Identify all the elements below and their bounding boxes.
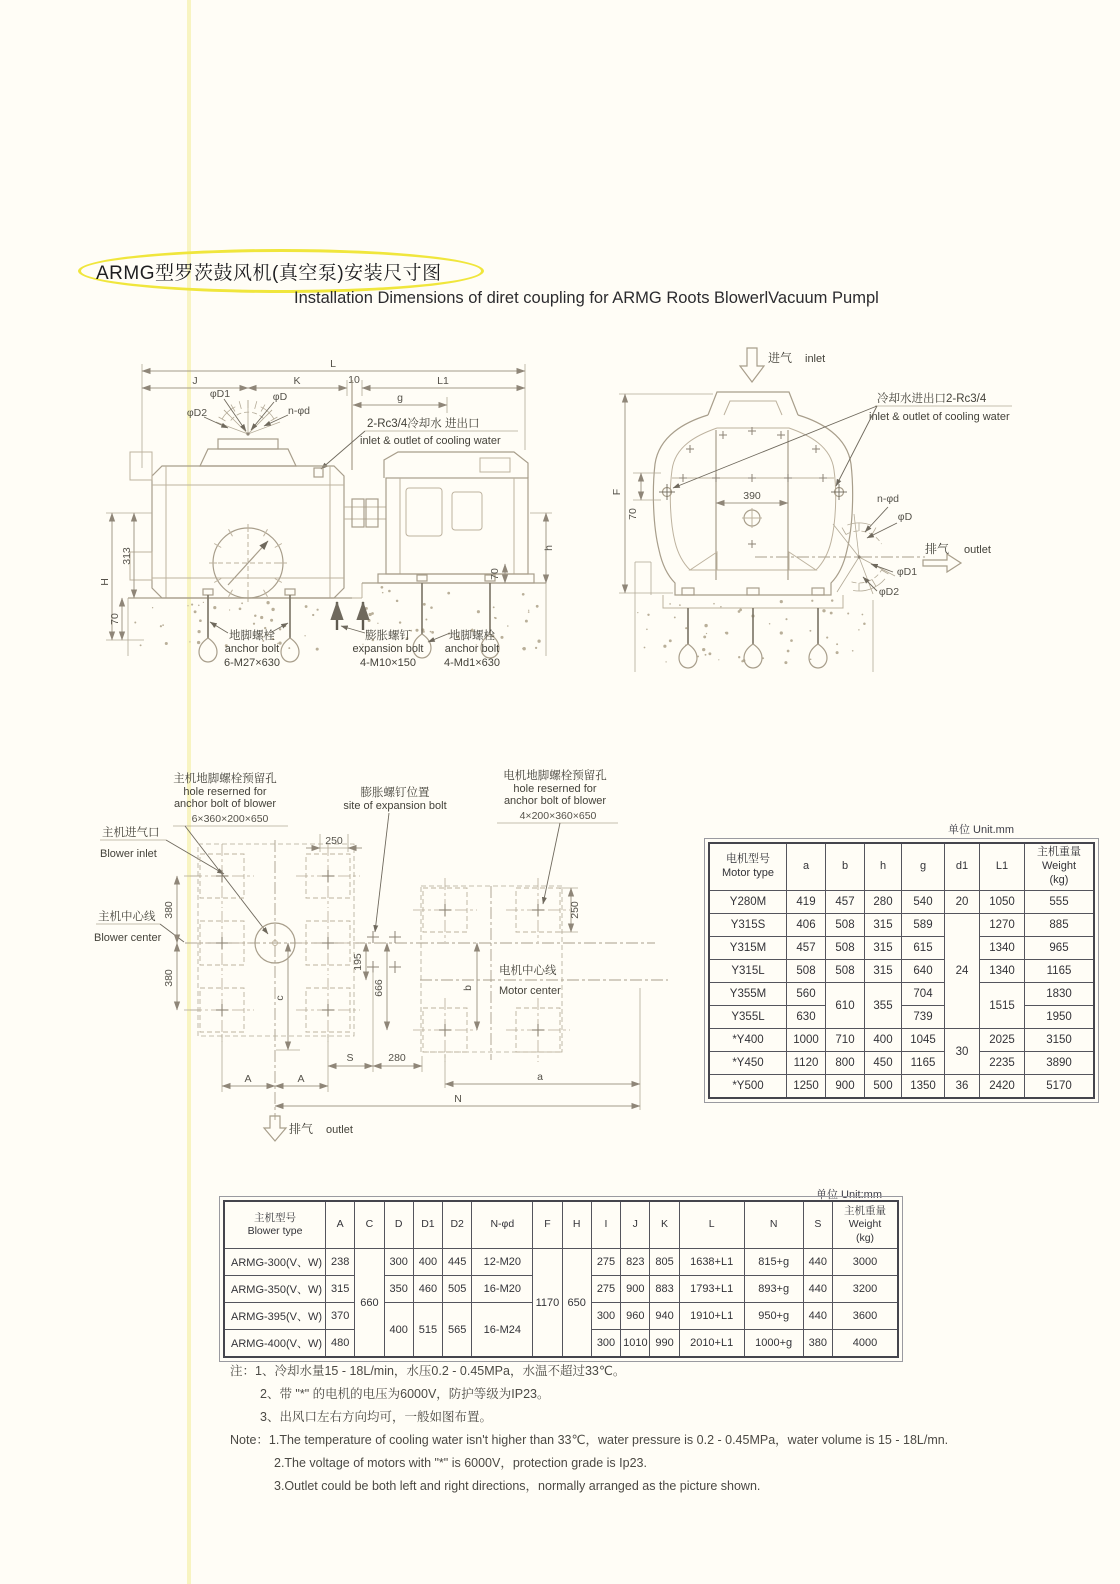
- table-cell: Y355M: [709, 983, 787, 1006]
- table-cell: 400: [384, 1303, 413, 1358]
- dim-A2: A: [297, 1073, 305, 1085]
- anchor-hole: [413, 998, 477, 1062]
- svg-text:电机中心线: 电机中心线: [499, 965, 557, 977]
- table-cell: 275: [591, 1249, 620, 1276]
- dim-195: 195: [352, 953, 364, 971]
- column-header: D1: [413, 1201, 442, 1249]
- table-cell: 1165: [1025, 960, 1095, 983]
- table-cell: 1350: [902, 1075, 945, 1099]
- table-cell: Y315M: [709, 937, 787, 960]
- dim-n-phid: n-φd: [288, 405, 310, 417]
- table-cell: 1638+L1: [679, 1249, 744, 1276]
- anchor-bolt-label-left: [210, 622, 288, 669]
- table-cell: 800: [826, 1052, 865, 1075]
- table-cell: 300: [591, 1303, 620, 1330]
- foundation-plan-drawing: [90, 748, 685, 1153]
- column-header: A: [326, 1201, 355, 1249]
- svg-text:4×200×360×650: 4×200×360×650: [519, 810, 597, 822]
- table-cell: 1170: [533, 1249, 562, 1358]
- table-row: [224, 1249, 898, 1276]
- page-title-en: Installation Dimensions of diret coupling for ARMG Roots BlowerlVacuum Pumpl: [294, 289, 879, 307]
- cooling-water-callout: [314, 416, 518, 477]
- svg-text:地脚螺栓: 地脚螺栓: [229, 630, 275, 642]
- table-cell: 965: [1025, 937, 1095, 960]
- expansion-site: [389, 961, 401, 973]
- table-cell: 960: [621, 1303, 650, 1330]
- table-cell: 1340: [980, 937, 1025, 960]
- note-zh-2: 2、带 "*" 的电机的电压为6000V，防护等级为IP23。: [260, 1387, 550, 1401]
- dim-n-phid: n-φd: [877, 493, 899, 505]
- note-en-2: 2.The voltage of motors with "*" is 6000V，protection grade is Ip23.: [274, 1456, 647, 1470]
- dim-phiD: φD: [897, 511, 913, 523]
- table-cell: 36: [945, 1075, 980, 1099]
- svg-text:site of expansion bolt: site of expansion bolt: [343, 800, 447, 812]
- table-cell: 2010+L1: [679, 1330, 744, 1358]
- svg-text:6-M27×630: 6-M27×630: [224, 657, 280, 669]
- blower-inlet-callout: [100, 825, 224, 874]
- table-cell: 1000+g: [744, 1330, 803, 1358]
- anchor-hole: [506, 998, 570, 1062]
- dim-phiD2: φD2: [878, 586, 900, 598]
- column-header: N: [744, 1201, 803, 1249]
- cooling-port-icon: [659, 484, 675, 500]
- dim-phiD1: φD1: [209, 388, 231, 400]
- table-cell: *Y400: [709, 1029, 787, 1052]
- table-row: [709, 983, 1094, 1006]
- svg-text:expansion bolt: expansion bolt: [352, 643, 424, 655]
- column-header: S: [803, 1201, 832, 1249]
- table-cell: 440: [803, 1303, 832, 1330]
- table-cell: Y280M: [709, 891, 787, 914]
- table-cell: 515: [413, 1303, 442, 1358]
- column-header: 电机型号 Motor type: [709, 843, 787, 891]
- dim-70-left: 70: [109, 613, 121, 625]
- blower-body: [130, 439, 344, 602]
- dim-280: 280: [388, 1052, 406, 1064]
- table-cell: ARMG-300(V、W): [224, 1249, 326, 1276]
- dim-h: h: [543, 545, 555, 551]
- table-cell: 3890: [1025, 1052, 1095, 1075]
- table-cell: 457: [826, 891, 865, 914]
- table-cell: 1270: [980, 914, 1025, 937]
- svg-text:主机地脚螺栓预留孔: 主机地脚螺栓预留孔: [173, 773, 277, 785]
- dim-313: 313: [121, 547, 133, 565]
- table-cell: Y315L: [709, 960, 787, 983]
- table-cell: 12-M20: [472, 1249, 533, 1276]
- inlet-label-en: inlet: [805, 353, 826, 365]
- table-cell: 1515: [980, 983, 1025, 1029]
- table-cell: 560: [787, 983, 826, 1006]
- table-cell: 1830: [1025, 983, 1095, 1006]
- svg-text:hole reserned for: hole reserned for: [513, 783, 597, 795]
- table-cell: Y315S: [709, 914, 787, 937]
- table-cell: 440: [803, 1249, 832, 1276]
- outlet-label-zh: 排气: [289, 1122, 314, 1136]
- column-header: C: [355, 1201, 384, 1249]
- table-cell: 883: [650, 1276, 679, 1303]
- table-cell: 893+g: [744, 1276, 803, 1303]
- table-cell: 500: [865, 1075, 902, 1099]
- svg-text:6×360×200×650: 6×360×200×650: [191, 813, 269, 825]
- table-cell: ARMG-395(V、W): [224, 1303, 326, 1330]
- column-header: L1: [980, 843, 1025, 891]
- dim-250-right: 250: [569, 901, 581, 919]
- svg-text:主机中心线: 主机中心线: [98, 911, 156, 923]
- table-cell: 640: [902, 960, 945, 983]
- table-cell: 280: [865, 891, 902, 914]
- table-cell: 650: [562, 1249, 591, 1358]
- svg-text:anchor bolt of blower: anchor bolt of blower: [503, 795, 607, 807]
- table-cell: 805: [650, 1249, 679, 1276]
- table-cell: 1050: [980, 891, 1025, 914]
- notes-block: [230, 1360, 970, 1498]
- dim-H: H: [99, 578, 111, 586]
- dim-N: N: [454, 1093, 462, 1105]
- column-header: g: [902, 843, 945, 891]
- svg-text:膨胀螺钉: 膨胀螺钉: [365, 630, 411, 642]
- anchor-bolt-label-right: [428, 628, 500, 669]
- note-en-3: 3.Outlet could be both left and right directions，normally arranged as the picture shown.: [274, 1479, 761, 1493]
- svg-text:4-M10×150: 4-M10×150: [360, 657, 416, 669]
- anchor-bolt: [744, 608, 762, 668]
- dim-10: 10: [348, 374, 360, 386]
- dim-250-top: 250: [325, 835, 343, 847]
- dim-L: L: [330, 358, 336, 370]
- table-cell: 445: [443, 1249, 472, 1276]
- table-cell: 457: [787, 937, 826, 960]
- end-view-drawing: [605, 342, 1020, 687]
- motor-table-unit-label: 单位 Unit.mm: [948, 824, 1014, 836]
- dim-A1: A: [244, 1073, 252, 1085]
- table-cell: 1045: [902, 1029, 945, 1052]
- anchor-hole: [296, 911, 360, 975]
- table-row: [709, 1075, 1094, 1099]
- svg-text:hole reserned for: hole reserned for: [183, 786, 267, 798]
- outlet-label-en: outlet: [326, 1124, 353, 1136]
- dim-g: g: [397, 392, 403, 404]
- table-cell: 1340: [980, 960, 1025, 983]
- dim-70: 70: [627, 508, 639, 520]
- table-cell: 950+g: [744, 1303, 803, 1330]
- table-cell: 589: [902, 914, 945, 937]
- table-cell: 990: [650, 1330, 679, 1358]
- table-cell: 704: [902, 983, 945, 1006]
- table-cell: *Y500: [709, 1075, 787, 1099]
- table-cell: 450: [865, 1052, 902, 1075]
- table-row: [709, 960, 1094, 983]
- table-cell: 370: [326, 1303, 355, 1330]
- table-cell: 315: [865, 914, 902, 937]
- motor-anchor-hole-callout: [497, 768, 618, 904]
- table-cell: 2025: [980, 1029, 1025, 1052]
- dim-b: b: [462, 985, 474, 991]
- table-cell: 660: [355, 1249, 384, 1358]
- table-cell: 400: [413, 1249, 442, 1276]
- column-header: 主机重量 Weight (kg): [833, 1201, 899, 1249]
- note-zh-3: 3、出风口左右方向均可，一般如图布置。: [260, 1410, 492, 1424]
- note-en-1: Note：1.The temperature of cooling water isn't higher than 33℃，water pressure is 0.2 - 0.45MPa，water volume is 15 - 18L/mn.: [230, 1433, 949, 1447]
- table-cell: 508: [826, 960, 865, 983]
- table-row: [709, 1029, 1094, 1052]
- table-cell: 508: [826, 937, 865, 960]
- svg-text:Blower inlet: Blower inlet: [100, 848, 157, 860]
- column-header: N-φd: [472, 1201, 533, 1249]
- dim-phiD: φD: [272, 391, 288, 403]
- svg-text:地脚螺栓: 地脚螺栓: [449, 630, 495, 642]
- table-cell: 508: [787, 960, 826, 983]
- table-cell: 480: [326, 1330, 355, 1358]
- table-cell: 300: [591, 1330, 620, 1358]
- note-zh-1: 注：1、冷却水量15 - 18L/min，水压0.2 - 0.45MPa，水温不超过33℃。: [230, 1364, 626, 1378]
- svg-text:anchor bolt of blower: anchor bolt of blower: [173, 798, 277, 810]
- table-cell: 615: [902, 937, 945, 960]
- column-header: D: [384, 1201, 413, 1249]
- svg-text:膨胀螺钉位置: 膨胀螺钉位置: [360, 787, 430, 799]
- dim-380b: 380: [163, 969, 175, 987]
- anchor-bolt: [809, 608, 827, 668]
- table-cell: 2235: [980, 1052, 1025, 1075]
- outlet-label-en: outlet: [964, 544, 991, 556]
- dim-390: 390: [743, 490, 761, 502]
- table-cell: 4000: [833, 1330, 899, 1358]
- column-header: L: [679, 1201, 744, 1249]
- table-cell: 3000: [833, 1249, 899, 1276]
- table-cell: 16-M20: [472, 1276, 533, 1303]
- table-cell: 30: [945, 1029, 980, 1075]
- table-cell: 900: [621, 1276, 650, 1303]
- table-row: [709, 1052, 1094, 1075]
- table-cell: 610: [826, 983, 865, 1029]
- table-cell: 3200: [833, 1276, 899, 1303]
- table-cell: 1010: [621, 1330, 650, 1358]
- table-cell: 1165: [902, 1052, 945, 1075]
- table-row: [709, 914, 1094, 937]
- expansion-site: [367, 961, 379, 973]
- cooling-port-icon: [831, 484, 847, 500]
- table-cell: 505: [443, 1276, 472, 1303]
- column-header: 主机重量 Weight (kg): [1025, 843, 1095, 891]
- table-cell: 238: [326, 1249, 355, 1276]
- table-cell: 24: [945, 914, 980, 1029]
- table-cell: 1910+L1: [679, 1303, 744, 1330]
- svg-text:电机地脚螺栓预留孔: 电机地脚螺栓预留孔: [503, 770, 607, 782]
- table-cell: 508: [826, 914, 865, 937]
- table-cell: 630: [787, 1006, 826, 1029]
- anchor-hole: [296, 844, 360, 908]
- cooling-label-en: inlet & outlet of cooling water: [360, 435, 501, 447]
- table-cell: 315: [326, 1276, 355, 1303]
- table-cell: ARMG-400(V、W): [224, 1330, 326, 1358]
- table-cell: 1793+L1: [679, 1276, 744, 1303]
- table-cell: 315: [865, 937, 902, 960]
- cooling-label-en: inlet & outlet of cooling water: [869, 411, 1010, 423]
- svg-text:4-Md1×630: 4-Md1×630: [444, 657, 500, 669]
- expansion-pin: [337, 602, 363, 630]
- dim-380a: 380: [163, 901, 175, 919]
- table-cell: 460: [413, 1276, 442, 1303]
- table-cell: ARMG-350(V、W): [224, 1276, 326, 1303]
- dim-666: 666: [373, 979, 385, 997]
- dim-phiD2: φD2: [186, 407, 208, 419]
- table-cell: 406: [787, 914, 826, 937]
- table-row: [709, 937, 1094, 960]
- svg-text:Blower center: Blower center: [94, 932, 162, 944]
- inlet-arrow-icon: [740, 348, 764, 382]
- table-cell: 5170: [1025, 1075, 1095, 1099]
- discharge-flange-fan: [755, 493, 925, 598]
- inlet-label-zh: 进气: [768, 351, 793, 365]
- table-cell: 1250: [787, 1075, 826, 1099]
- table-cell: 1000: [787, 1029, 826, 1052]
- column-header: h: [865, 843, 902, 891]
- table-row: [709, 1006, 1094, 1029]
- svg-text:主机进气口: 主机进气口: [102, 827, 160, 839]
- table-cell: 885: [1025, 914, 1095, 937]
- table-cell: 16-M24: [472, 1303, 533, 1358]
- table-cell: 350: [384, 1276, 413, 1303]
- table-cell: 815+g: [744, 1249, 803, 1276]
- table-cell: 940: [650, 1303, 679, 1330]
- suction-flange-fan: [187, 388, 310, 436]
- motor-dimension-table: [708, 842, 1095, 1099]
- table-cell: 710: [826, 1029, 865, 1052]
- column-header: a: [787, 843, 826, 891]
- column-header: d1: [945, 843, 980, 891]
- table-cell: 1120: [787, 1052, 826, 1075]
- svg-text:Motor center: Motor center: [499, 985, 561, 997]
- dim-a: a: [537, 1071, 543, 1083]
- table-cell: 555: [1025, 891, 1095, 914]
- anchor-hole: [413, 878, 477, 942]
- dim-F: F: [611, 488, 623, 496]
- side-view-drawing: [100, 342, 560, 677]
- table-cell: Y355L: [709, 1006, 787, 1029]
- expansion-site: [389, 931, 401, 943]
- data-table: [223, 1200, 899, 1358]
- outlet-arrow-icon: [923, 554, 961, 572]
- table-cell: 823: [621, 1249, 650, 1276]
- table-cell: 275: [591, 1276, 620, 1303]
- outlet-label-zh: 排气: [925, 542, 950, 556]
- anchor-bolt: [679, 608, 697, 668]
- table-cell: *Y450: [709, 1052, 787, 1075]
- anchor-hole: [506, 878, 570, 942]
- table-cell: 1950: [1025, 1006, 1095, 1029]
- table-cell: 300: [384, 1249, 413, 1276]
- table-cell: 380: [803, 1330, 832, 1358]
- cooling-label-zh: 2-Rc3/4冷却水 进出口: [367, 418, 480, 430]
- table-cell: 400: [865, 1029, 902, 1052]
- blower-anchor-hole-callout: [173, 771, 288, 934]
- blower-dimension-table: [223, 1200, 899, 1358]
- svg-text:anchor bolt: anchor bolt: [444, 643, 500, 655]
- data-table: [708, 842, 1095, 1099]
- table-cell: 540: [902, 891, 945, 914]
- column-header: H: [562, 1201, 591, 1249]
- expansion-bolt-label: [341, 626, 423, 669]
- page-title-zh: ARMG型罗茨鼓风机(真空泵)安装尺寸图: [96, 263, 442, 284]
- expansion-site: [367, 931, 379, 943]
- svg-text:anchor bolt: anchor bolt: [224, 643, 280, 655]
- column-header: 主机型号 Blower type: [224, 1201, 326, 1249]
- table-cell: 739: [902, 1006, 945, 1029]
- dim-J: J: [192, 375, 198, 387]
- column-header: F: [533, 1201, 562, 1249]
- anchor-hole: [190, 911, 254, 975]
- dim-c: c: [274, 995, 286, 1001]
- cooling-label-zh: 冷却水进出口2-Rc3/4: [877, 393, 987, 405]
- table-cell: 3600: [833, 1303, 899, 1330]
- table-cell: 20: [945, 891, 980, 914]
- table-cell: 419: [787, 891, 826, 914]
- dim-70-right: 70: [489, 568, 501, 580]
- blower-table-unit-label: 单位 Unit:mm: [816, 1189, 882, 1201]
- column-header: b: [826, 843, 865, 891]
- coupling: [344, 499, 386, 527]
- table-cell: 2420: [980, 1075, 1025, 1099]
- column-header: I: [591, 1201, 620, 1249]
- dim-phiD1: φD1: [896, 566, 918, 578]
- table-cell: 3150: [1025, 1029, 1095, 1052]
- table-cell: 900: [826, 1075, 865, 1099]
- column-header: K: [650, 1201, 679, 1249]
- table-cell: 440: [803, 1276, 832, 1303]
- table-row: [709, 891, 1094, 914]
- column-header: J: [621, 1201, 650, 1249]
- anchor-hole: [296, 978, 360, 1042]
- table-cell: 315: [865, 960, 902, 983]
- dim-K: K: [293, 375, 301, 387]
- dim-L1: L1: [437, 375, 449, 387]
- dim-S: S: [346, 1052, 354, 1064]
- table-cell: 355: [865, 983, 902, 1029]
- table-cell: 565: [443, 1303, 472, 1358]
- expansion-site-callout: [343, 785, 446, 932]
- column-header: D2: [443, 1201, 472, 1249]
- motor-body: [378, 452, 534, 583]
